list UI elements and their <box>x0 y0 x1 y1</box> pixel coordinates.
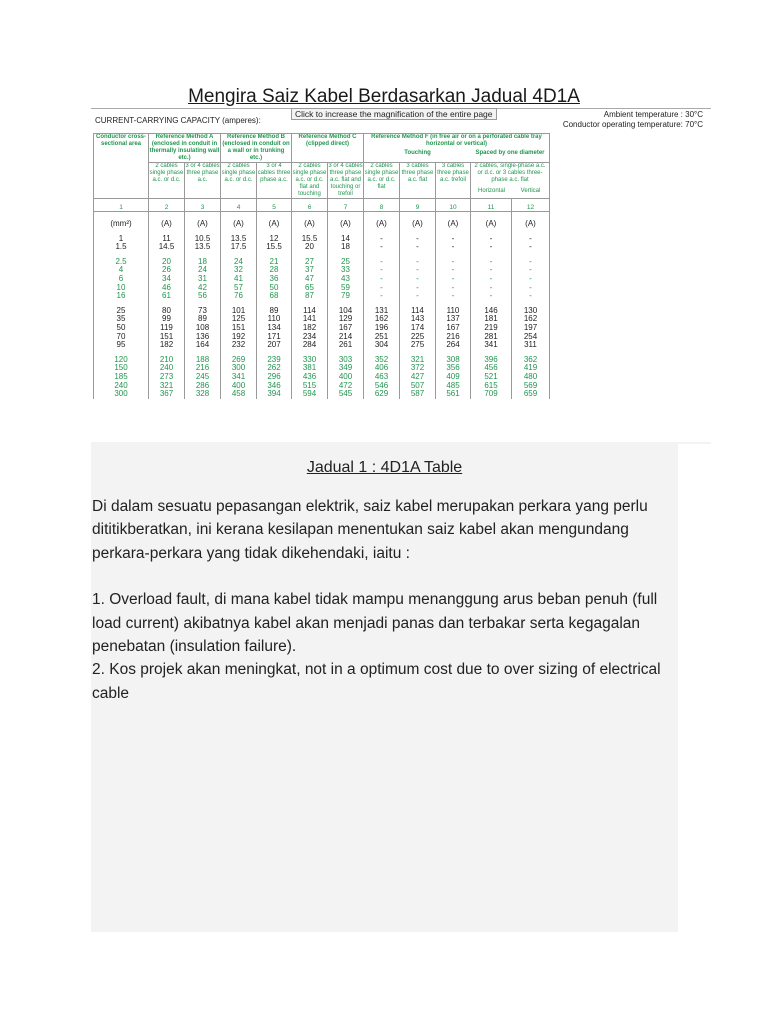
table-cell: - <box>451 265 455 275</box>
table-cell: 409 <box>446 371 460 381</box>
table-cell: - <box>451 282 455 292</box>
table-cell: 251 <box>374 331 389 341</box>
table-cell: 275 <box>410 340 425 350</box>
table-cell: - <box>416 242 419 252</box>
table-cell: 480 <box>523 371 538 381</box>
table-cell: 18 <box>341 242 350 252</box>
table-cell: (A) <box>340 219 351 228</box>
table-cell: 1 <box>118 233 124 243</box>
table-cell: 321 <box>159 380 174 390</box>
table-cell: 709 <box>484 389 498 399</box>
table-cell: (A) <box>525 219 536 228</box>
table-cell: 234 <box>302 331 317 341</box>
table-cell: 108 <box>195 322 210 332</box>
table-cell: 125 <box>231 314 246 324</box>
table-cell: 207 <box>267 340 281 350</box>
table-cell: 264 <box>446 340 460 350</box>
table-cell: 6 <box>118 273 124 283</box>
table-cell: 381 <box>302 363 317 373</box>
table-cell: 13.5 <box>230 233 247 243</box>
table-cell: 167 <box>446 322 460 332</box>
table-cell: 330 <box>302 354 317 364</box>
spaced-header: Spaced by one diameter <box>475 150 545 156</box>
colnum: 5 <box>257 199 292 212</box>
table-cell: 188 <box>195 354 210 364</box>
col3-header: 3 or 4 cables three phase a.c. <box>185 163 221 199</box>
table-cell: 328 <box>195 389 210 399</box>
table-cell: 70 <box>116 331 126 341</box>
table-cell: 436 <box>302 371 317 381</box>
table-cell: 164 <box>195 340 210 350</box>
table-cell: 254 <box>523 331 538 341</box>
table-cell: 659 <box>523 389 538 399</box>
table-cell: 28 <box>269 265 279 275</box>
colnum: 3 <box>185 199 221 212</box>
table-cell: 41 <box>234 273 243 283</box>
table-cell: 136 <box>195 331 210 341</box>
table-cell: 182 <box>302 322 317 332</box>
table-cell: 36 <box>269 273 279 283</box>
table-cell: 95 <box>116 340 126 350</box>
sub-header-row <box>94 163 550 199</box>
table-cell: 419 <box>523 363 538 373</box>
table-cell: - <box>380 273 383 283</box>
method-b-header: Reference Method B (enclosed in conduit on a wall or in trunking etc.) <box>222 134 290 161</box>
table-cell: 546 <box>374 380 389 390</box>
table-cell: - <box>451 242 455 252</box>
table-cell: 130 <box>523 305 538 315</box>
table-cell: 394 <box>267 389 281 399</box>
table-cell: 515 <box>302 380 317 390</box>
table-cell: - <box>380 242 383 252</box>
touching-header: Touching <box>404 150 431 156</box>
table-cell: 196 <box>374 322 389 332</box>
column-2-values <box>149 212 185 399</box>
table-cell: 87 <box>305 291 314 301</box>
table-cell: 14 <box>341 233 350 243</box>
table-cell: 151 <box>231 322 246 332</box>
column-7-values <box>328 212 364 399</box>
col8-header: 2 cables single phase a.c. or d.c. flat <box>364 163 400 199</box>
table-cell: 11 <box>162 233 171 243</box>
table-cell: 262 <box>267 363 281 373</box>
table-cell: 232 <box>231 340 246 350</box>
table-cell: 308 <box>446 354 460 364</box>
table-cell: - <box>451 256 455 266</box>
colnum: 10 <box>436 199 471 212</box>
table-cell: 185 <box>114 371 128 381</box>
table-cell: 50 <box>116 322 126 332</box>
table-cell: (A) <box>412 219 423 228</box>
table-cell: 61 <box>162 291 171 301</box>
table-cell: - <box>380 291 383 301</box>
table-cell: 214 <box>338 331 353 341</box>
col2-header: 2 cables single phase a.c. or d.c. <box>149 163 185 199</box>
table-cell: 356 <box>446 363 460 373</box>
table-cell: 240 <box>159 363 174 373</box>
table-cell: (A) <box>304 219 315 228</box>
table-cell: - <box>416 282 419 292</box>
table-cell: 197 <box>523 322 538 332</box>
table-cell: 46 <box>162 282 171 292</box>
table-cell: - <box>451 273 455 283</box>
method-c-header: Reference Method C (clipped direct) <box>292 134 364 163</box>
table-cell: 341 <box>484 340 498 350</box>
table-cell: 427 <box>410 371 425 381</box>
table-cell: 27 <box>305 256 314 266</box>
table-cell: 16 <box>116 291 126 301</box>
table-cell: 561 <box>446 389 460 399</box>
table-cell: 146 <box>484 305 498 315</box>
horizontal-header: Horizontal <box>477 188 505 194</box>
table-cell: 303 <box>338 354 353 364</box>
column-12-values <box>512 212 550 399</box>
method-a-header: Reference Method A (enclosed in conduit in thermally insulating wall etc.) <box>149 134 220 161</box>
table-cell: 50 <box>269 282 279 292</box>
conditions <box>563 110 703 130</box>
table-cell: 101 <box>231 305 246 315</box>
table-cell: 400 <box>231 380 246 390</box>
table-cell: 26 <box>162 265 171 275</box>
table-cell: 281 <box>484 331 498 341</box>
table-cell: 76 <box>234 291 243 301</box>
article-body <box>92 495 678 705</box>
table-cell: - <box>416 273 419 283</box>
table-cell: 10.5 <box>194 233 211 243</box>
colnum: 2 <box>149 199 185 212</box>
table-cell: 89 <box>269 305 279 315</box>
table-cell: 35 <box>116 314 126 324</box>
table-cell: (A) <box>376 219 387 228</box>
table-cell: (mm²) <box>110 219 132 228</box>
table-cell: 99 <box>162 314 171 324</box>
table-cell: (A) <box>447 219 459 228</box>
table-cell: 300 <box>114 389 128 399</box>
point-2: 2. Kos projek akan meningkat, not in a optimum cost due to over sizing of electrical cable <box>92 661 661 702</box>
colnum: 8 <box>364 199 400 212</box>
table-cell: 181 <box>484 314 498 324</box>
table-cell: 21 <box>269 256 279 266</box>
table-cell: 20 <box>162 256 171 266</box>
method-f-title: Reference Method F (in free air or on a perforated cable tray horizontal or vertical) <box>371 134 542 147</box>
table-cell: 545 <box>338 389 353 399</box>
table-cell: 68 <box>269 291 279 301</box>
spaced-description: 2 cables, single-phase a.c. or d.c. or 3 cables three-phase a.c. flat <box>474 163 546 183</box>
table-cell: 150 <box>114 363 128 373</box>
paragraph-spacer <box>92 565 678 588</box>
table-caption: Jadual 1 : 4D1A Table <box>306 459 463 476</box>
table-cell: 104 <box>338 305 353 315</box>
table-cell: 396 <box>484 354 498 364</box>
table-cell: - <box>529 273 532 283</box>
table-cell: 174 <box>410 322 425 332</box>
table-cell: 134 <box>267 322 281 332</box>
table-cell: 167 <box>338 322 353 332</box>
table-cell: 24 <box>198 265 207 275</box>
table-cell: 18 <box>198 256 207 266</box>
table-cell: 32 <box>234 265 243 275</box>
table-cell: 372 <box>410 363 425 373</box>
table-cell: 240 <box>114 380 128 390</box>
table-cell: 20 <box>305 242 314 252</box>
table-cell: - <box>489 256 493 266</box>
table-cell: 615 <box>484 380 498 390</box>
capacity-table <box>93 133 550 399</box>
table-cell: 304 <box>374 340 389 350</box>
table-cell: 216 <box>446 331 460 341</box>
column-10-values <box>436 212 471 399</box>
table-cell: 25 <box>341 256 350 266</box>
table-cell: - <box>489 233 493 243</box>
table-cell: 59 <box>341 282 350 292</box>
table-cell: - <box>451 291 455 301</box>
table-cell: 594 <box>302 389 317 399</box>
table-cell: - <box>529 282 532 292</box>
table-cell: (A) <box>161 219 172 228</box>
colnum: 12 <box>512 199 550 212</box>
table-cell: 362 <box>523 354 538 364</box>
col5-header: 3 or 4 cables three phase a.c. <box>257 163 292 199</box>
ambient-temperature: Ambient temperature : 30°C <box>603 110 703 119</box>
table-cell: 80 <box>162 305 171 315</box>
table-cell: 89 <box>198 314 207 324</box>
method-f-header <box>364 134 550 163</box>
table-cell: 472 <box>338 380 353 390</box>
cable-table-image <box>91 107 711 444</box>
table-cell: 400 <box>338 371 353 381</box>
table-cell: - <box>380 233 383 243</box>
table-cell: 521 <box>484 371 498 381</box>
table-cell: 219 <box>484 322 498 332</box>
table-cell: 14.5 <box>158 242 175 252</box>
column-11-values <box>471 212 512 399</box>
conductor-header: Conductor cross-sectional area <box>94 134 149 199</box>
colnum: 11 <box>471 199 512 212</box>
table-cell: 406 <box>374 363 389 373</box>
column-1-values <box>94 212 149 399</box>
table-cell: 284 <box>302 340 317 350</box>
table-cell: 321 <box>410 354 425 364</box>
data-row <box>94 212 550 399</box>
table-cell: - <box>529 291 532 301</box>
table-cell: 110 <box>446 305 460 315</box>
table-cell: 33 <box>341 265 350 275</box>
table-cell: - <box>489 265 493 275</box>
table-cell: (A) <box>197 219 208 228</box>
table-cell: 286 <box>195 380 210 390</box>
table-cell: 182 <box>159 340 174 350</box>
vertical-header: Vertical <box>520 188 541 194</box>
col11-12-header <box>471 163 550 199</box>
column-6-values <box>292 212 328 399</box>
table-cell: (A) <box>233 219 244 228</box>
table-cell: - <box>380 265 383 275</box>
table-cell: 65 <box>305 282 314 292</box>
table-cell: 141 <box>302 314 317 324</box>
table-cell: 458 <box>231 389 246 399</box>
table-cell: - <box>489 291 493 301</box>
table-cell: 131 <box>374 305 389 315</box>
table-cell: 456 <box>484 363 498 373</box>
table-cell: 239 <box>267 354 281 364</box>
table-cell: 17.5 <box>230 242 247 252</box>
table-cell: 15.5 <box>301 233 318 243</box>
table-cell: 143 <box>410 314 425 324</box>
table-cell: 273 <box>159 371 174 381</box>
table-cell: 120 <box>114 354 128 364</box>
table-cell: - <box>489 242 493 252</box>
table-cell: (A) <box>268 219 280 228</box>
table-cell: 171 <box>267 331 281 341</box>
table-cell: 352 <box>374 354 389 364</box>
table-cell: 13.5 <box>194 242 211 252</box>
table-cell: - <box>380 256 383 266</box>
capacity-caption: CURRENT-CARRYING CAPACITY (amperes): <box>95 116 261 125</box>
table-cell: 24 <box>234 256 243 266</box>
table-cell: 57 <box>234 282 243 292</box>
table-cell: 341 <box>231 371 246 381</box>
table-cell: 151 <box>159 331 174 341</box>
table-cell: 43 <box>341 273 350 283</box>
table-cell: 119 <box>160 322 173 332</box>
table-cell: 463 <box>374 371 389 381</box>
table-cell: 367 <box>159 389 174 399</box>
column-9-values <box>400 212 436 399</box>
table-cell: 245 <box>195 371 210 381</box>
table-cell: - <box>529 256 532 266</box>
colnum: 1 <box>94 199 149 212</box>
table-cell: 2.5 <box>115 256 127 266</box>
table-cell: 25 <box>116 305 126 315</box>
table-cell: 110 <box>267 314 281 324</box>
table-cell: 192 <box>231 331 246 341</box>
col9-header: 3 cables three phase a.c. flat <box>400 163 436 199</box>
table-cell: 73 <box>198 305 207 315</box>
table-cell: - <box>451 233 455 243</box>
table-cell: - <box>529 242 532 252</box>
table-cell: 346 <box>267 380 281 390</box>
table-cell: - <box>529 265 532 275</box>
column-number-row <box>94 199 550 212</box>
column-8-values <box>364 212 400 399</box>
table-cell: 629 <box>374 389 389 399</box>
table-cell: - <box>529 233 532 243</box>
colnum: 6 <box>292 199 328 212</box>
operating-temperature: Conductor operating temperature: 70°C <box>562 120 703 129</box>
colnum: 7 <box>328 199 364 212</box>
table-cell: 10 <box>116 282 126 292</box>
table-cell: 216 <box>195 363 210 373</box>
table-cell: 300 <box>231 363 246 373</box>
table-cell: - <box>416 256 419 266</box>
col7-header: 3 or 4 cables three phase a.c. flat and touching or trefoil <box>328 163 363 197</box>
table-cell: - <box>416 291 419 301</box>
intro-paragraph: Di dalam sesuatu pepasangan elektrik, saiz kabel merupakan perkara yang perlu dititikberatkan, ini kerana kesilapan menentukan saiz kabel akan mengundang perkara-perkara yang tidak dikehendaki, iaitu : <box>92 498 648 562</box>
table-cell: 137 <box>446 314 460 324</box>
table-cell: 79 <box>341 291 350 301</box>
table-cell: 162 <box>523 314 538 324</box>
table-cell: 507 <box>410 380 425 390</box>
table-cell: 34 <box>162 273 171 283</box>
table-cell: 15.5 <box>266 242 282 252</box>
group-header-row <box>94 134 550 163</box>
table-cell: - <box>489 273 493 283</box>
column-5-values <box>257 212 292 399</box>
table-cell: 4 <box>118 265 124 275</box>
column-4-values <box>221 212 257 399</box>
column-3-values <box>185 212 221 399</box>
col6-header: 2 cables single phase a.c. or d.c. flat and touching <box>292 163 327 197</box>
table-cell: - <box>416 265 419 275</box>
col10-header: 3 cables three phase a.c. trefoil <box>436 163 471 199</box>
table-cell: 37 <box>305 265 314 275</box>
table-cell: 42 <box>198 282 207 292</box>
table-cell: - <box>380 282 383 292</box>
colnum: 9 <box>400 199 436 212</box>
page-title: Mengira Saiz Kabel Berdasarkan Jadual 4D1A <box>188 86 580 107</box>
table-cell: 1.5 <box>115 242 127 252</box>
table-cell: 587 <box>410 389 425 399</box>
table-cell: 349 <box>338 363 353 373</box>
table-cell: 569 <box>523 380 538 390</box>
table-cell: 56 <box>198 291 207 301</box>
table-cell: 47 <box>305 273 314 283</box>
table-cell: 311 <box>524 340 537 350</box>
table-cell: 269 <box>231 354 246 364</box>
table-cell: 261 <box>338 340 353 350</box>
magnify-link[interactable]: Click to increase the magnification of the entire page <box>291 108 497 120</box>
table-cell: 485 <box>446 380 460 390</box>
table-cell: 114 <box>303 305 316 315</box>
table-cell: - <box>416 233 419 243</box>
col4-header: 2 cables single phase a.c. or d.c. <box>221 163 257 199</box>
table-cell: 225 <box>410 331 425 341</box>
table-cell: 210 <box>159 354 174 364</box>
colnum: 4 <box>221 199 257 212</box>
table-cell: (A) <box>485 219 497 228</box>
point-1: 1. Overload fault, di mana kabel tidak mampu menanggung arus beban penuh (full load current) akibatnya kabel akan menjadi panas dan terbakar serta kegagalan penebatan (insulation failure). <box>92 591 658 656</box>
table-cell: 162 <box>374 314 389 324</box>
table-cell: 129 <box>338 314 353 324</box>
content-panel <box>91 444 678 932</box>
table-cell: 12 <box>269 233 279 243</box>
table-cell: 31 <box>198 273 207 283</box>
table-cell: - <box>489 282 493 292</box>
table-cell: 114 <box>411 305 424 315</box>
table-cell: 296 <box>267 371 281 381</box>
